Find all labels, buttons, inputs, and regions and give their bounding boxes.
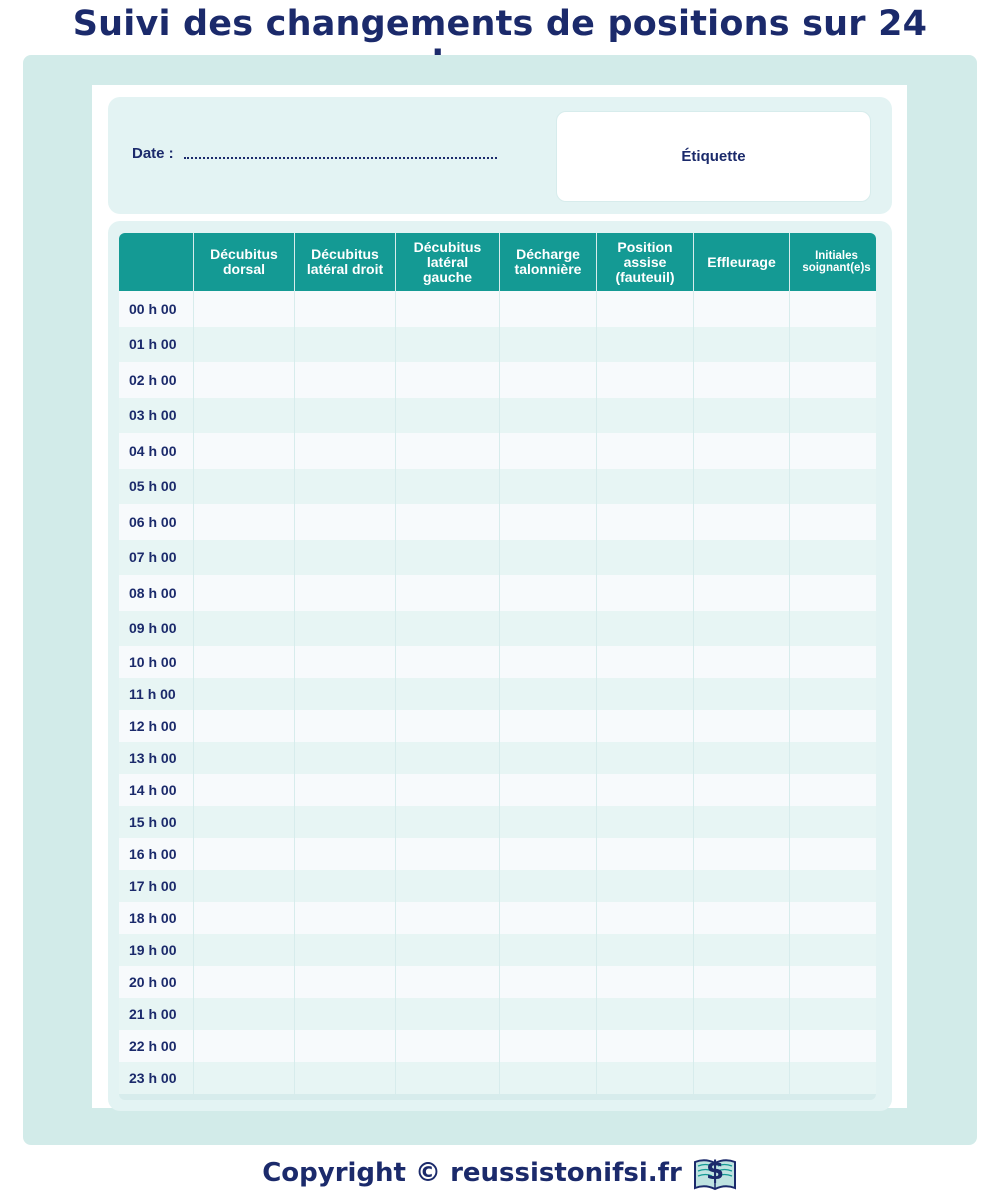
table-cell[interactable] bbox=[790, 774, 876, 806]
table-cell[interactable] bbox=[194, 902, 294, 934]
table-cell[interactable] bbox=[694, 806, 789, 838]
book-dollar-icon bbox=[692, 1152, 738, 1194]
table-cell[interactable] bbox=[396, 806, 499, 838]
page-title: Suivi des changements de positions sur 24 bbox=[72, 4, 928, 44]
table-cell[interactable] bbox=[500, 998, 596, 1030]
table-cell[interactable] bbox=[295, 362, 395, 398]
table-cell[interactable] bbox=[790, 838, 876, 870]
table-cell[interactable] bbox=[295, 398, 395, 434]
row-time-label: 01 h 00 bbox=[119, 327, 193, 363]
row-time-label: 07 h 00 bbox=[119, 540, 193, 576]
table-cell[interactable] bbox=[597, 806, 693, 838]
table-cell[interactable] bbox=[295, 966, 395, 998]
table-cell[interactable] bbox=[500, 575, 596, 611]
table-cell[interactable] bbox=[500, 1030, 596, 1062]
table-cell[interactable] bbox=[694, 1062, 789, 1094]
table-cell[interactable] bbox=[694, 966, 789, 998]
table-cell[interactable] bbox=[694, 742, 789, 774]
table-cell[interactable] bbox=[295, 575, 395, 611]
table-cell[interactable] bbox=[790, 806, 876, 838]
date-field[interactable] bbox=[184, 143, 497, 159]
position-table bbox=[119, 233, 876, 1100]
table-cell[interactable] bbox=[295, 998, 395, 1030]
table-cell[interactable] bbox=[396, 469, 499, 505]
table-cell[interactable] bbox=[194, 934, 294, 966]
table-cell[interactable] bbox=[694, 774, 789, 806]
table-cell[interactable] bbox=[597, 998, 693, 1030]
table-cell[interactable] bbox=[295, 678, 395, 710]
table-cell[interactable] bbox=[500, 291, 596, 327]
table-cell[interactable] bbox=[500, 362, 596, 398]
table-cell[interactable] bbox=[597, 646, 693, 678]
table-cell[interactable] bbox=[790, 742, 876, 774]
table-cell[interactable] bbox=[295, 902, 395, 934]
table-cell[interactable] bbox=[597, 966, 693, 998]
table-cell[interactable] bbox=[694, 838, 789, 870]
table-cell[interactable] bbox=[194, 838, 294, 870]
table-cell[interactable] bbox=[694, 433, 789, 469]
table-cell[interactable] bbox=[295, 611, 395, 647]
table-cell[interactable] bbox=[295, 774, 395, 806]
table-cell[interactable] bbox=[790, 469, 876, 505]
table-cell[interactable] bbox=[295, 540, 395, 576]
table-cell[interactable] bbox=[694, 327, 789, 363]
column-header: Effleurage bbox=[694, 233, 789, 291]
column-header: Décubitus latéral gauche bbox=[396, 233, 499, 291]
table-cell[interactable] bbox=[396, 742, 499, 774]
table-cell[interactable] bbox=[396, 902, 499, 934]
table-cell[interactable] bbox=[790, 291, 876, 327]
table-cell[interactable] bbox=[194, 1030, 294, 1062]
table-cell[interactable] bbox=[500, 1062, 596, 1094]
footer bbox=[0, 1152, 1000, 1194]
table-cell[interactable] bbox=[295, 710, 395, 742]
table-cell[interactable] bbox=[194, 742, 294, 774]
table-cell[interactable] bbox=[194, 966, 294, 998]
row-time-label: 00 h 00 bbox=[119, 291, 193, 327]
table-cell[interactable] bbox=[597, 1062, 693, 1094]
table-cell[interactable] bbox=[694, 540, 789, 576]
table-cell[interactable] bbox=[295, 504, 395, 540]
table-cell[interactable] bbox=[790, 646, 876, 678]
table-cell[interactable] bbox=[194, 870, 294, 902]
table-cell[interactable] bbox=[597, 934, 693, 966]
column-header: Décubitus dorsal bbox=[194, 233, 294, 291]
table-cell[interactable] bbox=[597, 678, 693, 710]
table-cell[interactable] bbox=[694, 504, 789, 540]
column-header: Initiales soignant(e)s bbox=[790, 233, 876, 291]
table-cell[interactable] bbox=[597, 838, 693, 870]
table-cell[interactable] bbox=[396, 838, 499, 870]
table-cell[interactable] bbox=[500, 902, 596, 934]
table-cell[interactable] bbox=[500, 646, 596, 678]
table-cell[interactable] bbox=[597, 1030, 693, 1062]
table-cell[interactable] bbox=[597, 742, 693, 774]
table-cell[interactable] bbox=[396, 611, 499, 647]
row-time-label: 10 h 00 bbox=[119, 646, 193, 678]
table-corner-header bbox=[119, 233, 193, 291]
table-cell[interactable] bbox=[597, 469, 693, 505]
table-cell[interactable] bbox=[597, 540, 693, 576]
table-cell[interactable] bbox=[295, 934, 395, 966]
table-cell[interactable] bbox=[694, 291, 789, 327]
table-cell[interactable] bbox=[597, 504, 693, 540]
table-cell[interactable] bbox=[500, 678, 596, 710]
table-cell[interactable] bbox=[396, 504, 499, 540]
table-cell[interactable] bbox=[694, 870, 789, 902]
table-cell[interactable] bbox=[500, 611, 596, 647]
table-cell[interactable] bbox=[694, 710, 789, 742]
row-time-label: 18 h 00 bbox=[119, 902, 193, 934]
table-cell[interactable] bbox=[790, 433, 876, 469]
table-cell[interactable] bbox=[396, 1062, 499, 1094]
table-cell[interactable] bbox=[194, 398, 294, 434]
table-cell[interactable] bbox=[597, 291, 693, 327]
table-cell[interactable] bbox=[295, 291, 395, 327]
table-cell[interactable] bbox=[194, 646, 294, 678]
column-header: Position assise (fauteuil) bbox=[597, 233, 693, 291]
row-time-label: 09 h 00 bbox=[119, 611, 193, 647]
table-cell[interactable] bbox=[194, 1062, 294, 1094]
table-cell[interactable] bbox=[790, 1030, 876, 1062]
table-cell[interactable] bbox=[295, 742, 395, 774]
table-cell[interactable] bbox=[790, 398, 876, 434]
etiquette-label: Étiquette bbox=[681, 148, 746, 165]
table-cell[interactable] bbox=[396, 540, 499, 576]
table-cell[interactable] bbox=[396, 710, 499, 742]
table-cell[interactable] bbox=[500, 934, 596, 966]
table-cell[interactable] bbox=[597, 902, 693, 934]
table-cell[interactable] bbox=[790, 870, 876, 902]
table-cell[interactable] bbox=[295, 838, 395, 870]
row-time-label: 23 h 00 bbox=[119, 1062, 193, 1094]
row-time-label: 15 h 00 bbox=[119, 806, 193, 838]
table-cell[interactable] bbox=[694, 646, 789, 678]
row-time-label: 22 h 00 bbox=[119, 1030, 193, 1062]
table-cell[interactable] bbox=[500, 433, 596, 469]
table-cell[interactable] bbox=[790, 362, 876, 398]
table-cell[interactable] bbox=[597, 611, 693, 647]
table-cell[interactable] bbox=[500, 870, 596, 902]
column-header: Décubitus latéral droit bbox=[295, 233, 395, 291]
table-cell[interactable] bbox=[194, 433, 294, 469]
table-cell[interactable] bbox=[597, 870, 693, 902]
table-cell[interactable] bbox=[295, 1030, 395, 1062]
table-cell[interactable] bbox=[694, 998, 789, 1030]
table-cell[interactable] bbox=[790, 998, 876, 1030]
table-cell[interactable] bbox=[295, 1062, 395, 1094]
table-cell[interactable] bbox=[790, 966, 876, 998]
table-cell[interactable] bbox=[194, 327, 294, 363]
table-cell[interactable] bbox=[790, 504, 876, 540]
date-label: Date : bbox=[132, 145, 174, 162]
table-cell[interactable] bbox=[500, 774, 596, 806]
table-cell[interactable] bbox=[295, 433, 395, 469]
table-cell[interactable] bbox=[790, 902, 876, 934]
table-cell[interactable] bbox=[500, 504, 596, 540]
table-cell[interactable] bbox=[790, 575, 876, 611]
table-cell[interactable] bbox=[694, 398, 789, 434]
table-cell[interactable] bbox=[500, 838, 596, 870]
row-time-label: 14 h 00 bbox=[119, 774, 193, 806]
table-cell[interactable] bbox=[500, 327, 596, 363]
table-cell[interactable] bbox=[194, 575, 294, 611]
table-cell[interactable] bbox=[396, 646, 499, 678]
table-cell[interactable] bbox=[194, 611, 294, 647]
table-cell[interactable] bbox=[194, 806, 294, 838]
table-cell[interactable] bbox=[396, 998, 499, 1030]
table-cell[interactable] bbox=[500, 710, 596, 742]
table-cell[interactable] bbox=[694, 575, 789, 611]
table-cell[interactable] bbox=[396, 433, 499, 469]
table-cell[interactable] bbox=[694, 678, 789, 710]
table-cell[interactable] bbox=[694, 1030, 789, 1062]
table-cell[interactable] bbox=[694, 902, 789, 934]
row-time-label: 16 h 00 bbox=[119, 838, 193, 870]
table-cell[interactable] bbox=[295, 870, 395, 902]
table-cell[interactable] bbox=[194, 774, 294, 806]
column-header: Décharge talonnière bbox=[500, 233, 596, 291]
row-time-label: 04 h 00 bbox=[119, 433, 193, 469]
table-cell[interactable] bbox=[790, 611, 876, 647]
row-time-label: 06 h 00 bbox=[119, 504, 193, 540]
table-cell[interactable] bbox=[500, 469, 596, 505]
row-time-label: 17 h 00 bbox=[119, 870, 193, 902]
row-time-label: 12 h 00 bbox=[119, 710, 193, 742]
table-cell[interactable] bbox=[396, 327, 499, 363]
table-cell[interactable] bbox=[194, 291, 294, 327]
table-cell[interactable] bbox=[396, 934, 499, 966]
etiquette-box[interactable] bbox=[556, 111, 871, 202]
table-cell[interactable] bbox=[396, 774, 499, 806]
table-cell[interactable] bbox=[597, 575, 693, 611]
table-cell[interactable] bbox=[790, 934, 876, 966]
table-cell[interactable] bbox=[597, 398, 693, 434]
table-cell[interactable] bbox=[597, 433, 693, 469]
table-cell[interactable] bbox=[500, 966, 596, 998]
table-cell[interactable] bbox=[500, 398, 596, 434]
table-cell[interactable] bbox=[694, 611, 789, 647]
table-cell[interactable] bbox=[694, 934, 789, 966]
table-cell[interactable] bbox=[597, 710, 693, 742]
table-cell[interactable] bbox=[194, 469, 294, 505]
table-cell[interactable] bbox=[790, 710, 876, 742]
table-cell[interactable] bbox=[790, 678, 876, 710]
table-cell[interactable] bbox=[295, 327, 395, 363]
row-time-label: 05 h 00 bbox=[119, 469, 193, 505]
copyright-text: Copyright © reussistonifsi.fr bbox=[262, 1158, 682, 1188]
row-time-label: 02 h 00 bbox=[119, 362, 193, 398]
row-time-label: 20 h 00 bbox=[119, 966, 193, 998]
table-cell[interactable] bbox=[694, 362, 789, 398]
table-cell[interactable] bbox=[396, 1030, 499, 1062]
table-cell[interactable] bbox=[396, 362, 499, 398]
table-cell[interactable] bbox=[194, 504, 294, 540]
table-cell[interactable] bbox=[396, 398, 499, 434]
table-cell[interactable] bbox=[500, 742, 596, 774]
row-time-label: 13 h 00 bbox=[119, 742, 193, 774]
table-cell[interactable] bbox=[194, 540, 294, 576]
row-time-label: 03 h 00 bbox=[119, 398, 193, 434]
table-cell[interactable] bbox=[500, 806, 596, 838]
table-cell[interactable] bbox=[295, 646, 395, 678]
svg-text:$: $ bbox=[705, 1156, 724, 1186]
table-cell[interactable] bbox=[295, 806, 395, 838]
table-cell[interactable] bbox=[597, 362, 693, 398]
table-cell[interactable] bbox=[500, 540, 596, 576]
table-cell[interactable] bbox=[396, 575, 499, 611]
row-time-label: 11 h 00 bbox=[119, 678, 193, 710]
table-cell[interactable] bbox=[790, 327, 876, 363]
table-cell[interactable] bbox=[295, 469, 395, 505]
row-time-label: 19 h 00 bbox=[119, 934, 193, 966]
table-cell[interactable] bbox=[194, 678, 294, 710]
table-cell[interactable] bbox=[790, 540, 876, 576]
table-cell[interactable] bbox=[396, 966, 499, 998]
table-cell[interactable] bbox=[396, 291, 499, 327]
table-cell[interactable] bbox=[194, 710, 294, 742]
table-cell[interactable] bbox=[694, 469, 789, 505]
table-cell[interactable] bbox=[597, 774, 693, 806]
table-cell[interactable] bbox=[597, 327, 693, 363]
table-cell[interactable] bbox=[194, 998, 294, 1030]
table-cell[interactable] bbox=[790, 1062, 876, 1094]
row-time-label: 21 h 00 bbox=[119, 998, 193, 1030]
table-cell[interactable] bbox=[194, 362, 294, 398]
table-cell[interactable] bbox=[396, 678, 499, 710]
row-time-label: 08 h 00 bbox=[119, 575, 193, 611]
table-cell[interactable] bbox=[396, 870, 499, 902]
